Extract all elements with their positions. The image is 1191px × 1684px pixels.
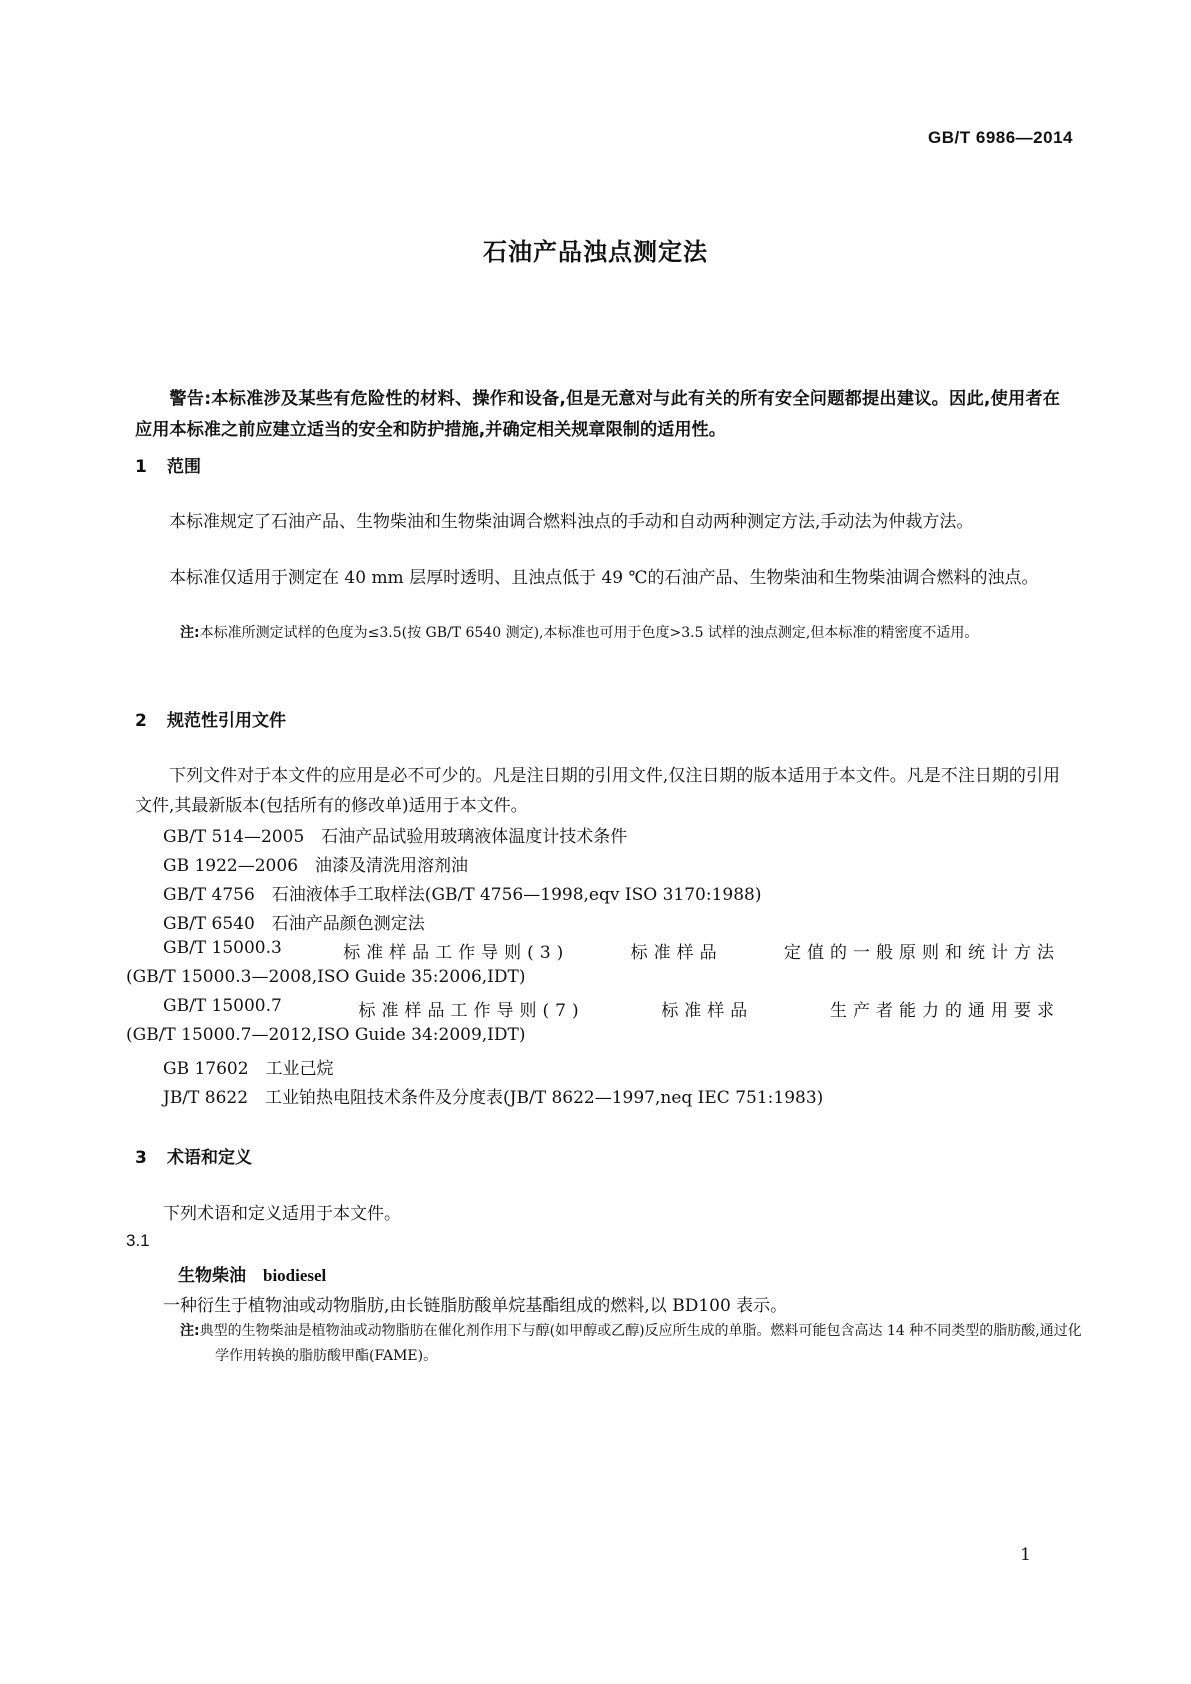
terms-intro: 下列术语和定义适用于本文件。 [163,1204,401,1224]
scope-note [180,621,1095,646]
reference-code: GB 1922—2006 [163,856,299,876]
section-number: 3 [135,1148,147,1168]
reference-continuation: (GB/T 15000.3—2008,ISO Guide 35:2006,IDT) [126,967,526,987]
term-definition: 一种衍生于植物油或动物脂肪,由长链脂肪酸单烷基酯组成的燃料,以 BD100 表示。 [163,1296,788,1316]
section-3-heading [135,1143,252,1168]
warning-paragraph: 警告:本标准涉及某些有危险性的材料、操作和设备,但是无意对与此有关的所有安全问题都提出建议。因此,使用者在应用本标准之前应建立适当的安全和防护措施,并确定相关规章限制的适用性。 [135,389,1060,440]
reference-code: GB/T 15000.3 [163,938,282,958]
reference-continuation: (GB/T 15000.7—2012,ISO Guide 34:2009,IDT) [126,1025,526,1045]
section-title: 范围 [167,457,201,477]
term-number: 3.1 [126,1231,150,1250]
term-heading [178,1261,326,1286]
reference-title: 标准样品工作导则(7) [358,1001,585,1021]
section-1-heading [135,452,201,477]
term-chinese: 生物柴油 [178,1266,246,1286]
document-title: 石油产品浊点测定法 [483,238,708,266]
term-english: biodiesel [263,1266,327,1285]
references-intro: 下列文件对于本文件的应用是必不可少的。凡是注日期的引用文件,仅注日期的版本适用于本文件。凡是不注日期的引用文件,其最新版本(包括所有的修改单)适用于本文件。 [135,766,1060,816]
reference-item [163,938,1060,963]
reference-title: 石油产品试验用玻璃液体温度计技术条件 [321,827,628,847]
reference-item [163,1054,334,1079]
reference-code: GB/T 6540 [163,914,255,934]
term-note [180,1319,1095,1369]
note-label: 注: [180,625,200,641]
reference-code: GB/T 514—2005 [163,827,305,847]
reference-item [163,822,627,847]
reference-title: 标准样品 [661,1001,754,1021]
reference-title: 工业铂热电阻技术条件及分度表(JB/T 8622—1997,neq IEC 751:1983) [265,1088,824,1108]
note-label: 注: [180,1323,200,1339]
scope-paragraph-2: 本标准仅适用于测定在 40 mm 层厚时透明、且浊点低于 49 ℃的石油产品、生物柴油和生物柴油调合燃料的浊点。 [169,568,1039,588]
reference-code: JB/T 8622 [163,1088,249,1108]
reference-title: 油漆及清洗用溶剂油 [315,856,469,876]
reference-title: 标准样品 [630,943,723,963]
reference-title: 生产者能力的通用要求 [830,1001,1060,1021]
section-number: 1 [135,457,147,477]
section-number: 2 [135,711,147,731]
section-title: 术语和定义 [167,1148,252,1168]
note-text: 本标准所测定试样的色度为≤3.5(按 GB/T 6540 测定),本标准也可用于色度>3.5 试样的浊点测定,但本标准的精密度不适用。 [199,625,979,641]
page-number: 1 [1020,1545,1031,1565]
reference-item [163,996,1060,1021]
reference-title: 工业己烷 [265,1059,334,1079]
reference-title: 定值的一般原则和统计方法 [783,943,1060,963]
reference-title: 石油产品颜色测定法 [271,914,425,934]
reference-title: 石油液体手工取样法(GB/T 4756—1998,eqv ISO 3170:1988) [271,885,762,905]
reference-item [163,909,425,934]
note-text: 典型的生物柴油是植物油或动物脂肪在催化剂作用下与醇(如甲醇或乙醇)反应所生成的单脂。燃料可能包含高达 14 种不同类型的脂肪酸,通过化学作用转换的脂肪酸甲酯(FAME)。 [199,1323,1082,1364]
scope-paragraph-1: 本标准规定了石油产品、生物柴油和生物柴油调合燃料浊点的手动和自动两种测定方法,手动法为仲裁方法。 [169,512,974,532]
section-2-heading [135,706,286,731]
reference-code: GB/T 4756 [163,885,255,905]
standard-code: GB/T 6986—2014 [928,128,1073,147]
reference-item [163,880,761,905]
reference-item [163,851,468,876]
reference-code: GB 17602 [163,1059,249,1079]
reference-item [163,1083,823,1108]
reference-code: GB/T 15000.7 [163,996,282,1016]
section-title: 规范性引用文件 [167,711,286,731]
reference-title: 标准样品工作导则(3) [343,943,570,963]
